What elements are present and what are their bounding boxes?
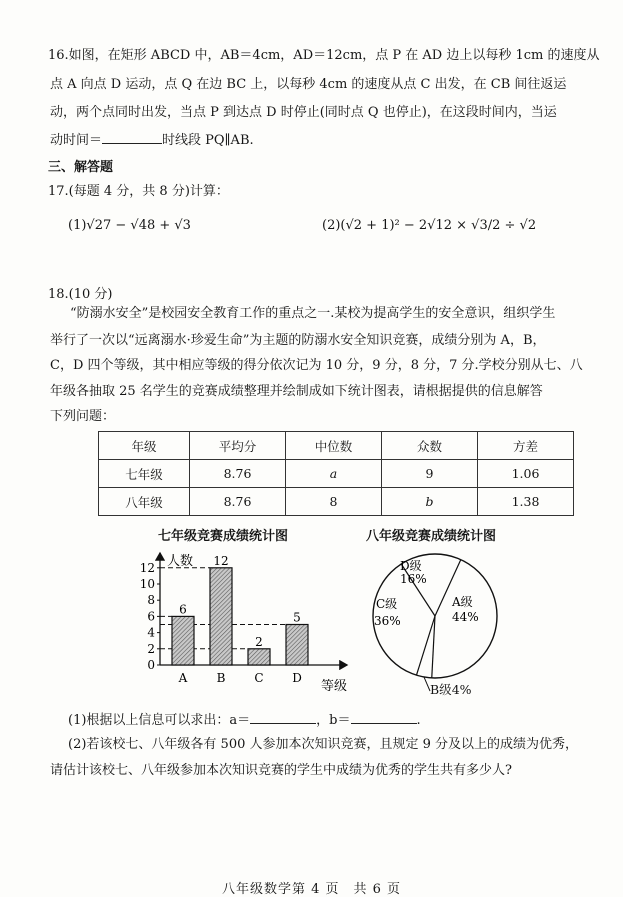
answer-b-blank[interactable] xyxy=(351,711,417,724)
q16-line-2: 点 A 向点 D 运动，点 Q 在边 BC 上，以每秒 4cm 的速度从点 C 出发，在 CB 间往返运 xyxy=(50,77,567,92)
x-tick-label: C xyxy=(254,671,264,685)
y-tick-label: 12 xyxy=(139,560,155,575)
table-cell: 8 xyxy=(286,488,382,516)
q17-part2-label: (2) xyxy=(322,218,341,233)
y-tick-label: 2 xyxy=(147,641,155,656)
table-cell: 9 xyxy=(382,460,478,488)
y-tick-label: 0 xyxy=(147,658,155,672)
table-header-row xyxy=(99,432,574,460)
bar-value-label: 6 xyxy=(179,602,187,617)
q17-part1-expr: √27 − √48 + √3 xyxy=(86,218,191,233)
page-footer: 八年级数学第 4 页 共 6 页 xyxy=(221,882,402,897)
bar-chart xyxy=(125,545,355,695)
q17-part2-expr: (√2 + 1)² − 2√12 × √3/2 ÷ √2 xyxy=(340,218,537,233)
pie-value-d: 16% xyxy=(400,572,427,586)
table-cell: 8.76 xyxy=(190,488,286,516)
q18-sub1-a: (1)根据以上信息可以求出：a＝ xyxy=(68,713,251,728)
q16-line-4-a: 动时间＝ xyxy=(50,133,103,148)
bar-value-label: 5 xyxy=(293,610,301,625)
bar-chart-title: 七年级竞赛成绩统计图 xyxy=(158,529,289,544)
x-tick-label: B xyxy=(216,671,226,685)
q16-line-4-b: 时线段 PQ∥AB. xyxy=(162,133,254,148)
table-cell: 七年级 xyxy=(99,460,190,488)
stats-table xyxy=(98,431,574,516)
table-cell: b xyxy=(382,488,478,516)
pie-label-c: C级 xyxy=(376,597,398,611)
table-header-cell: 方差 xyxy=(478,432,574,460)
q17-part1 xyxy=(68,218,191,233)
bar-value-label: 12 xyxy=(213,553,229,568)
section-title: 三、解答题 xyxy=(48,160,114,175)
bar xyxy=(248,649,270,665)
q16-line-1: 16.如图，在矩形 ABCD 中，AB＝4cm，AD＝12cm，点 P 在 AD 边上以每秒 1cm 的速度从 xyxy=(48,48,600,63)
table-cell: 8.76 xyxy=(190,460,286,488)
pie-chart xyxy=(360,545,510,695)
y-tick-label: 10 xyxy=(139,577,155,591)
table-row xyxy=(99,488,574,516)
answer-a-blank[interactable] xyxy=(250,711,316,724)
q16-answer-blank[interactable] xyxy=(102,131,162,144)
pie-value-c: 36% xyxy=(374,614,401,628)
table-row xyxy=(99,460,574,488)
table-cell: 1.06 xyxy=(478,460,574,488)
q18-para-2: 举行了一次以“远离溺水·珍爱生命”为主题的防溺水安全知识竞赛，成绩分别为 A，B， xyxy=(50,333,546,348)
table-header-cell: 年级 xyxy=(99,432,190,460)
pie-chart-title: 八年级竞赛成绩统计图 xyxy=(366,529,497,544)
y-tick-label: 6 xyxy=(147,609,155,624)
q16-line-3: 动，两个点同时出发，当点 P 到达点 D 时停止(同时点 Q 也停止)，在这段时间内，当运 xyxy=(50,105,557,120)
pie-value-a: 44% xyxy=(452,610,479,624)
q18-sub1-c: . xyxy=(416,713,421,728)
pie-label-d: D级 xyxy=(400,559,422,573)
table-cell: 1.38 xyxy=(478,488,574,516)
q17-part1-label: (1) xyxy=(68,218,87,233)
pie-value-b: 4% xyxy=(451,682,472,697)
pie-label-b-group xyxy=(430,680,472,698)
table-cell: a xyxy=(286,460,382,488)
x-axis-label: 等级 xyxy=(321,679,348,694)
y-axis-label: 人数 xyxy=(167,554,194,569)
q18-sub2-line-2: 请估计该校七、八年级参加本次知识竞赛的学生中成绩为优秀的学生共有多少人? xyxy=(50,763,512,778)
bar xyxy=(172,616,194,665)
y-tick-label: 8 xyxy=(147,593,155,608)
y-tick-label: 4 xyxy=(147,625,155,640)
x-tick-label: A xyxy=(178,671,188,685)
table-header-cell: 中位数 xyxy=(286,432,382,460)
table-cell: 八年级 xyxy=(99,488,190,516)
q18-para-5: 下列问题： xyxy=(50,409,116,424)
q17-part2 xyxy=(322,218,536,233)
pie-label-b: B级 xyxy=(430,682,452,697)
bar xyxy=(210,568,232,665)
q18-head: 18.(10 分) xyxy=(48,287,113,302)
q18-para-3: C，D 四个等级，其中相应等级的得分依次记为 10 分，9 分，8 分，7 分.学校分别从七、八 xyxy=(50,358,583,373)
x-tick-label: D xyxy=(292,671,302,685)
q18-para-1: “防溺水安全”是校园安全教育工作的重点之一.某校为提高学生的安全意识，组织学生 xyxy=(70,306,556,321)
q16-line-4 xyxy=(50,131,254,149)
table-header-cell: 众数 xyxy=(382,432,478,460)
q18-para-4: 年级各抽取 25 名学生的竞赛成绩整理并绘制成如下统计图表，请根据提供的信息解答 xyxy=(50,384,543,399)
q18-sub2-line-1: (2)若该校七、八年级各有 500 人参加本次知识竞赛，且规定 9 分及以上的成绩为优秀， xyxy=(68,737,579,752)
pie-label-a: A级 xyxy=(452,595,473,609)
q17-head: 17.(每题 4 分，共 8 分)计算： xyxy=(48,184,229,199)
q18-sub1-b: ，b＝ xyxy=(316,713,351,728)
bar xyxy=(286,625,308,666)
table-header-cell: 平均分 xyxy=(190,432,286,460)
q18-sub1 xyxy=(68,711,421,729)
bar-value-label: 2 xyxy=(255,634,263,649)
